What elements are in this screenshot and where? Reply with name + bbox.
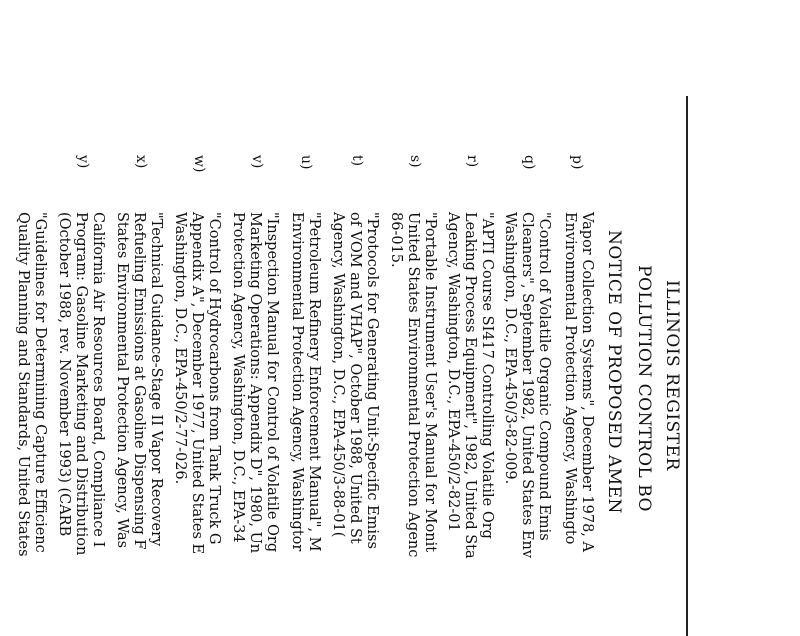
entry-text: "Petroleum Refinery Enforcement Manual", M Environmental Protection Agency, Washingtor — [289, 212, 322, 552]
entry-text: "APTI Course SI417 Controlling Volatile Org Leaking Process Equipment", 1982, United Sta Agency, Washington, D.C., EPA-450/2-82-01 — [445, 212, 495, 559]
board-title: POLLUTION CONTROL BO — [634, 265, 654, 512]
entry-letter: x) — [133, 155, 149, 169]
entry-text: California Air Resources Board, Compliance I Program: Gasoline Marketing and Distribution (October 1988, rev. November 1993) (CARB — [56, 212, 106, 556]
entry-text: "Control of Volatile Organic Compound Emis Cleaners", September 1982, United States Env Washington, D.C., EPA-450/3-82-009. — [502, 212, 552, 559]
entry-text: "Portable Instrument User's Manual for Monit United States Environmental Protection Agenc 86-015. — [388, 212, 438, 558]
entry-letter: q) — [521, 155, 537, 170]
entry-letter: t) — [349, 155, 365, 167]
entry-text: "Protocols for Generating Unit-Specific Emiss of VOM and VHAP", October 1988, United St Agency, Washington, D.C., EPA-450/3-88-01( — [330, 212, 380, 549]
entry-letter: w) — [191, 155, 207, 173]
entry-letter: s) — [407, 155, 423, 168]
entry-text: "Guidelines for Determining Capture Efficienc Quality Planning and Standards, United States — [15, 212, 48, 557]
entry-letter: p) — [569, 155, 585, 170]
register-title: ILLINOIS REGISTER — [662, 280, 682, 471]
notice-title: NOTICE OF PROPOSED AMEN — [604, 230, 624, 514]
entry-letter: u) — [298, 155, 314, 170]
entry-text: Vapor Collection Systems", December 1978, A Environmental Protection Agency, Washingto — [562, 212, 595, 552]
entry-text: "Control of Hydrocarbons from Tank Truck G Appendix A", December 1977, United States E Washington, D.C., EPA-450/2-77-026. — [172, 212, 222, 555]
entry-letter: v) — [249, 155, 265, 169]
entry-text: "Technical Guidance-Stage II Vapor Recovery Refueling Emissions at Gasoline Dispensing F States Environmental Protection Agency, Was — [114, 212, 164, 550]
header-rule — [686, 96, 688, 636]
entry-letter: r) — [464, 155, 480, 168]
entry-letter: y) — [75, 155, 91, 169]
entry-text: "Inspection Manual for Control of Volatile Org Marketing Operations: Appendix D", 1980, Un Protection Agency, Washington, D.C., EPA-34 — [230, 212, 280, 554]
